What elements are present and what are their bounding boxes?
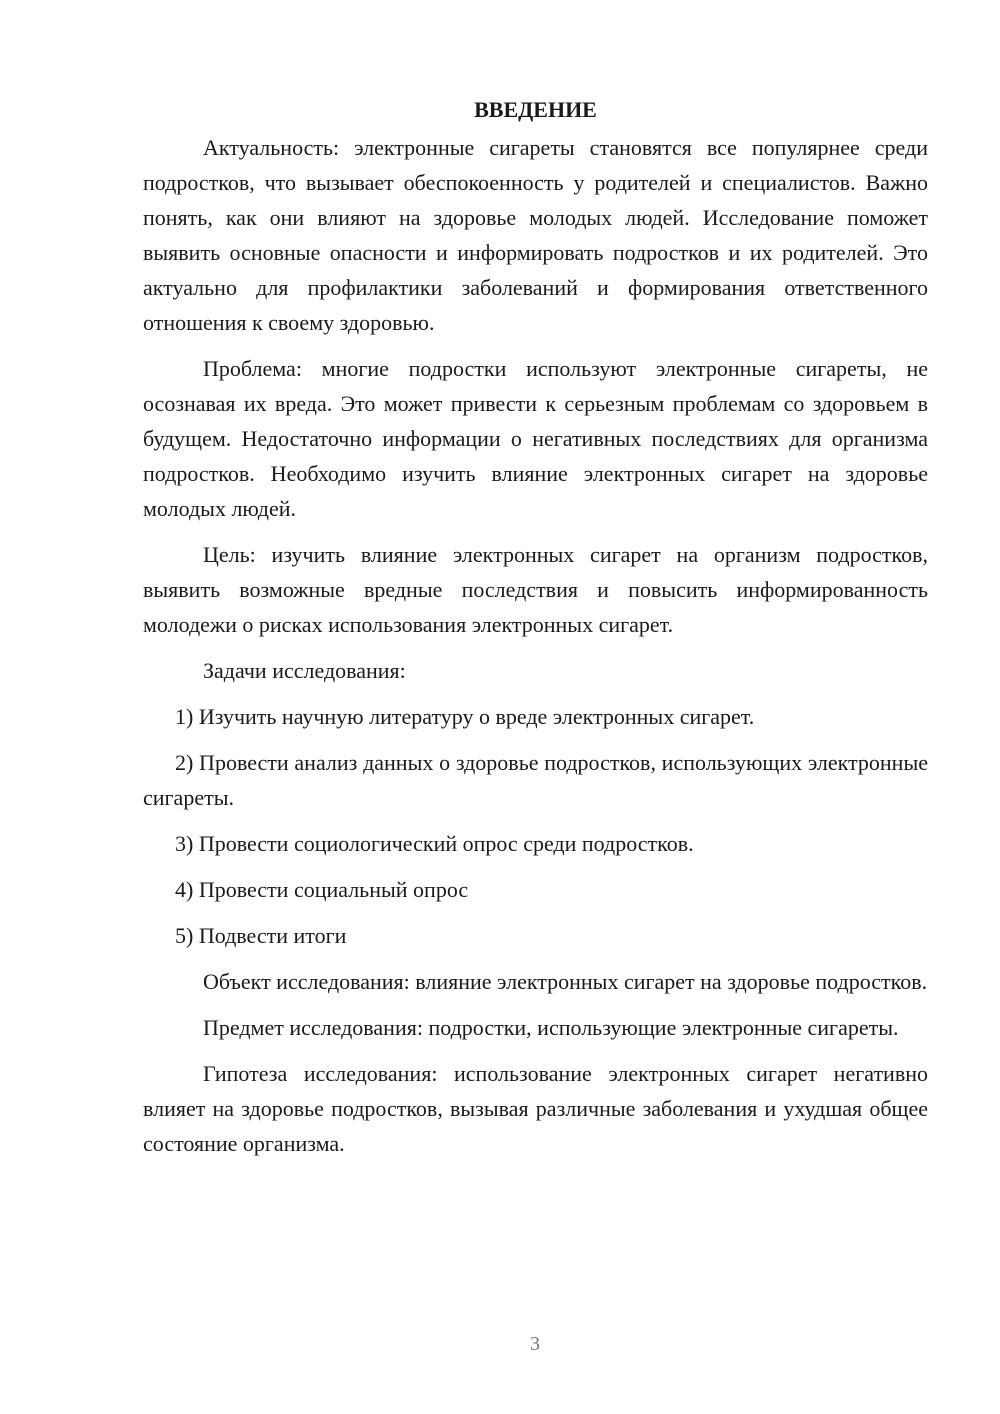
paragraph-hypothesis: Гипотеза исследования: использование электронных сигарет негативно влияет на здоровье подростков, вызывая различные заболевания и ухудшая общее состояние организма.: [143, 1061, 928, 1156]
paragraph-problem: Проблема: многие подростки используют электронные сигареты, не осознавая их вреда. Это может привести к серьезным проблемам со здоровьем в будущем. Недостаточно информации о негативных последствиях для организма подростков. Необходимо изучить влияние электронных сигарет на здоровье молодых людей.: [143, 356, 928, 521]
task-item-2: 2) Провести анализ данных о здоровье подростков, использующих электронные сигареты.: [143, 750, 928, 810]
section-title: ВВЕДЕНИЕ: [474, 97, 597, 122]
page-number: 3: [530, 1333, 540, 1355]
paragraph-tasks-heading: Задачи исследования:: [203, 658, 406, 683]
task-item-3: 3) Провести социологический опрос среди подростков.: [175, 831, 694, 856]
task-item-5: 5) Подвести итоги: [175, 923, 347, 948]
paragraph-subject: Предмет исследования: подростки, использующие электронные сигареты.: [203, 1015, 899, 1040]
page-content: [143, 90, 928, 1172]
task-item-4: 4) Провести социальный опрос: [175, 877, 469, 902]
paragraph-object: Объект исследования: влияние электронных сигарет на здоровье подростков.: [203, 969, 928, 994]
paragraph-goal: Цель: изучить влияние электронных сигарет на организм подростков, выявить возможные вредные последствия и повысить информированность молодежи о рисках использования электронных сигарет.: [143, 542, 928, 637]
task-item-1: 1) Изучить научную литературу о вреде электронных сигарет.: [175, 704, 755, 729]
paragraph-relevance: Актуальность: электронные сигареты становятся все популярнее среди подростков, что вызывает обеспокоенность у родителей и специалистов. Важно понять, как они влияют на здоровье молодых людей. Исследование поможет выявить основные опасности и информировать подростков и их родителей. Это актуально для профилактики заболеваний и формирования ответственного отношения к своему здоровью.: [143, 135, 928, 335]
